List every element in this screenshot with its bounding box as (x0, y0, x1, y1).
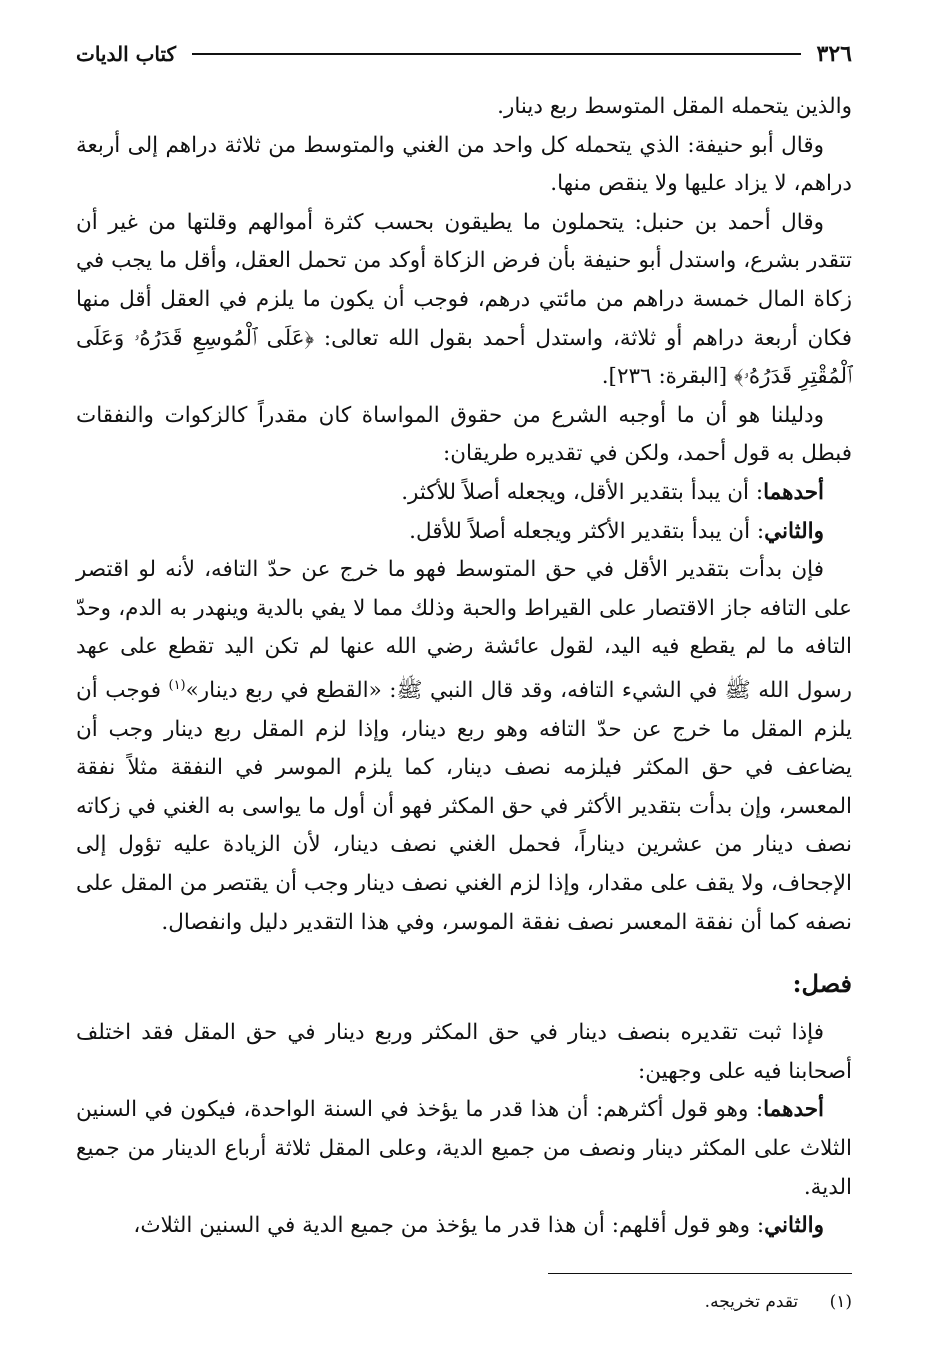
paragraph: ودليلنا هو أن ما أوجبه الشرع من حقوق المواساة كان مقدراً كالزكوات والنفقات فبطل به قول أحمد، ولكن في تقديره طريقان: (76, 402, 852, 467)
paragraph-text: فوجب أن يلزم المقل ما خرج عن حدّ التافه وهو ربع دينار، وإذا لزم المقل ربع دينار وجب أن يضاعف في حق المكثر فيلزمه نصف دينار، كما يلزم الموسر في النفقة مثلاً نفقة المعسر، وإن بدأت بتقدير الأكثر في حق المكثر فهو أن أول ما يواسى به الغني في زكاته نصف دينار من عشرين ديناراً، فحمل الغني نصف دينار، لأن الزيادة عليه تؤول إلى الإجحاف، ولا يقف على مقدار، وإذا لزم الغني نصف دينار وجب أن يقتصر من المقل على نصفه كما أن نفقة المعسر نصف نفقة الموسر، وفي هذا التقدير دليل وانفصال. (76, 678, 852, 935)
footnote-rule (548, 1273, 852, 1274)
body-text (76, 88, 852, 1246)
paragraph-label: والثاني (764, 518, 824, 544)
paragraph-label: أحدهما (763, 1097, 824, 1123)
page-header (76, 34, 852, 74)
paragraph: وقال أحمد بن حنبل: يتحملون ما يطيقون بحسب كثرة أموالهم وقلتها من غير أن تتقدر بشرع، واستدل أبو حنيفة بأن فرض الزكاة أوكد من تحمل العقل، وأقل ما يجب في زكاة المال خمسة دراهم من مائتي درهم، فوجب أن يكون ما يلزم في العقل أقل منها فكان أربعة دراهم أو ثلاثة، واستدل أحمد بقول الله تعالى: ﴿عَلَى ٱلْمُوسِعِ قَدَرُهُۥ وَعَلَى ٱلْمُقْتِرِ قَدَرُهُۥ﴾ [البقرة: ٢٣٦]. (76, 209, 852, 390)
footnote-marker: (١) (829, 1292, 852, 1312)
paragraph-text: : أن يبدأ بتقدير الأقل، ويجعله أصلاً للأكثر. (401, 479, 764, 505)
paragraph (76, 551, 852, 942)
footnote-text: تقدم تخريجه. (704, 1292, 799, 1312)
running-title: كتاب الديات (76, 42, 177, 66)
footnote-reference[interactable]: (١) (168, 677, 186, 693)
section-heading: فصل: (792, 969, 852, 999)
paragraph (76, 1207, 852, 1246)
paragraph (76, 474, 852, 513)
paragraph: فإذا ثبت تقديره بنصف دينار في حق المكثر وربع دينار في حق المقل فقد اختلف أصحابنا فيه على وجهين: (76, 1020, 852, 1084)
paragraph (76, 513, 852, 552)
header-rule (192, 53, 800, 55)
page (76, 34, 852, 1246)
paragraph-text: : أن يبدأ بتقدير الأكثر ويجعله أصلاً للأقل. (409, 518, 765, 544)
page-number: ٣٢٦ (816, 41, 852, 67)
paragraph (76, 1091, 852, 1207)
footnote (705, 1292, 852, 1312)
paragraph-text: : وهو قول أقلهم: أن هذا قدر ما يؤخذ من جميع الدية في السنين الثلاث، (133, 1213, 765, 1239)
paragraph: وقال أبو حنيفة: الذي يتحمله كل واحد من الغني والمتوسط من ثلاثة دراهم إلى أربعة دراهم، لا يزاد عليها ولا ينقص منها. (76, 132, 852, 197)
paragraph: والذين يتحمله المقل المتوسط ربع دينار. (497, 94, 852, 119)
paragraph-text: فإن بدأت بتقدير الأقل في حق المتوسط فهو ما خرج عن حدّ التافه، لأنه لو اقتصر على التافه جاز الاقتصار على القيراط والحبة وذلك مما لا يفي بالدية وينهدر به الدم، وحدّ التافه ما لم يقطع فيه اليد، لقول عائشة رضي الله عنها لم تكن اليد تقطع على عهد رسول الله ﷺ في الشيء التافه، وقد قال النبي ﷺ: «القطع في ربع دينار» (76, 557, 852, 704)
paragraph-text: : وهو قول أكثرهم: أن هذا قدر ما يؤخذ في السنة الواحدة، فيكون في السنين الثلاث على المكثر دينار ونصف من جميع الدية، وعلى المقل ثلاثة أرباع الدينار من جميع الدية. (76, 1097, 852, 1200)
paragraph-label: والثاني (764, 1213, 824, 1239)
paragraph-label: أحدهما (763, 479, 824, 505)
